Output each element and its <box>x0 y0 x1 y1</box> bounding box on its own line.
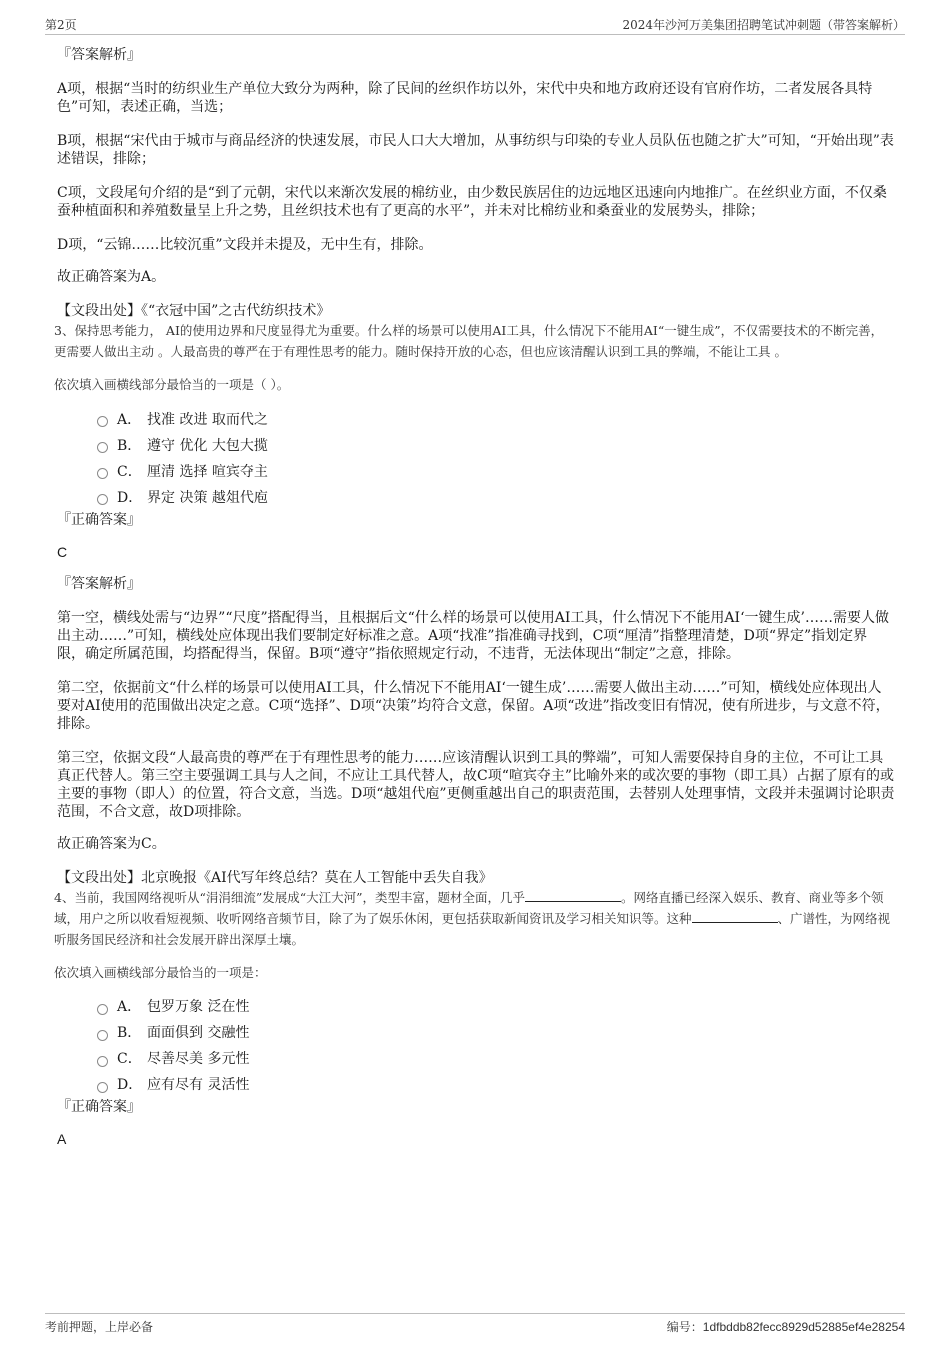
q4-prompt: 依次填入画横线部分最恰当的一项是： <box>54 964 267 980</box>
q3-option-d[interactable]: D． 界定 决策 越俎代庖 <box>97 485 895 511</box>
q4-stem: 4、当前，我国网络视听从“涓涓细流”发展成“大江大河”，类型丰富，题材全面，几乎 。网络直播已经深入娱乐、教育、商业等多个领域，用户之所以收看短视频、收听网络音频节目，除了为了娱乐休闲，更包括获取新闻资讯及学习相关知识等。这种 、广谱性，为网络视听服务国民经济和社会发展开辟出深厚土壤。 <box>54 889 891 947</box>
radio-icon[interactable] <box>97 1056 108 1067</box>
q3-answer: C <box>57 543 68 560</box>
q2-source: 【文段出处】《“衣冠中国”之古代纺织技术》 <box>57 303 331 319</box>
radio-icon[interactable] <box>97 494 108 505</box>
page-footer <box>45 1313 905 1336</box>
radio-icon[interactable] <box>97 1082 108 1093</box>
q3-analysis-p2: 第二空，依据前文“什么样的场景可以使用AI工具，什么情况下不能用AI‘一键生成’……需要人做出主动……”可知，横线处应体现出人要对AI使用的范围做出决定之意。C项“选择”、D项“决策”均符合文意，保留。A项“改进”指改变旧有情况，使有所进步，与文意不符，排除。 <box>57 679 890 732</box>
footer-slogan: 考前押题，上岸必备 <box>45 1320 154 1334</box>
radio-icon[interactable] <box>97 1004 108 1015</box>
q4-answer-heading: 『正确答案』 <box>57 1099 141 1115</box>
q3-analysis-heading: 『答案解析』 <box>57 575 141 592</box>
q3-option-b[interactable]: B． 遵守 优化 大包大揽 <box>97 433 895 459</box>
q4-option-a[interactable]: A． 包罗万象 泛在性 <box>97 994 895 1020</box>
q3-conclusion: 故正确答案为C。 <box>57 835 166 852</box>
q2-analysis-heading: 『答案解析』 <box>57 47 141 63</box>
q2-analysis-b: B项，根据“宋代由于城市与商品经济的快速发展，市民人口大大增加，从事纺织与印染的专业人员队伍也随之扩大”可知，“开始出现”表述错误，排除； <box>57 133 894 167</box>
q3-source: 【文段出处】北京晚报《AI代写年终总结？莫在人工智能中丢失自我》 <box>57 869 493 886</box>
q3-option-a[interactable]: A． 找准 改进 取而代之 <box>97 407 895 433</box>
q4-option-c[interactable]: C． 尽善尽美 多元性 <box>97 1046 895 1072</box>
q3-stem: 3、保持思考能力， AI的使用边界和尺度显得尤为重要。什么样的场景可以使用AI工具，什么情况下不能用AI“一键生成”，不仅需要技术的不断完善，更需要人做出主动 。人最高贵的尊严在于有理性思考的能力。随时保持开放的心态，但也应该清醒认识到工具的弊端，不能让工具 。 <box>54 323 884 359</box>
radio-icon[interactable] <box>97 1030 108 1041</box>
q3-prompt: 依次填入画横线部分最恰当的一项是（ ）。 <box>54 377 290 392</box>
q4-answer: A <box>57 1131 67 1147</box>
q2-analysis-a: A项，根据“当时的纺织业生产单位大致分为两种，除了民间的丝织作坊以外，宋代中央和地方政府还设有官府作坊，二者发展各具特色”可知，表述正确，当选； <box>57 81 873 115</box>
q4-options <box>97 994 895 1098</box>
page-content <box>54 46 895 1162</box>
radio-icon[interactable] <box>97 416 108 427</box>
page-header <box>45 14 905 35</box>
q3-answer-heading: 『正确答案』 <box>57 511 141 528</box>
q4-option-b[interactable]: B． 面面俱到 交融性 <box>97 1020 895 1046</box>
blank-line <box>525 889 621 902</box>
document-id: 编号：1dfbddb82fecc8929d52885ef4e28254 <box>666 1320 905 1334</box>
blank-line <box>692 910 778 923</box>
q3-analysis-p3: 第三空，依据文段“人最高贵的尊严在于有理性思考的能力……应该清醒认识到工具的弊端”，可知人需要保持自身的主位，不可让工具真正代替人。第三空主要强调工具与人之间，不应让工具代替人，故C项“喧宾夺主”比喻外来的或次要的事物（即工具）占据了原有的或主要的事物（即人）的位置，符合文意，当选。D项“越俎代庖”更侧重越出自己的职责范围，去替别人处理事情，文段并未强调讨论职责范围，不合文意，故D项排除。 <box>57 749 895 820</box>
q3-analysis-p1: 第一空，横线处需与“边界”“尺度”搭配得当，且根据后文“什么样的场景可以使用AI工具，什么情况下不能用AI‘一键生成’……需要人做出主动……”可知，横线处应体现出我们要制定好标准之意。A项“找准”指准确寻找到，C项“厘清”指整理清楚，D项“界定”指划定界限，确定所属范围，均搭配得当，保留。B项“遵守”指依照规定行动，不违背，无法体现出“制定”之意，排除。 <box>57 609 889 662</box>
radio-icon[interactable] <box>97 442 108 453</box>
document-title: 2024年沙河万美集团招聘笔试冲刺题（带答案解析） <box>622 18 905 32</box>
q2-analysis-c: C项，文段尾句介绍的是“到了元朝，宋代以来渐次发展的棉纺业，由少数民族居住的边远地区迅速向内地推广。在丝织业方面，不仅桑蚕种植面积和养殖数量呈上升之势，且丝织技术也有了更高的水平”，并未对比棉纺业和桑蚕业的发展势头，排除； <box>57 185 887 219</box>
q2-analysis-d: D项，“云锦……比较沉重”文段并未提及，无中生有，排除。 <box>57 237 433 253</box>
q3-option-c[interactable]: C． 厘清 选择 喧宾夺主 <box>97 459 895 485</box>
radio-icon[interactable] <box>97 468 108 479</box>
q2-conclusion: 故正确答案为A。 <box>57 269 166 285</box>
q4-option-d[interactable]: D． 应有尽有 灵活性 <box>97 1072 895 1098</box>
page-number: 第2页 <box>45 18 77 32</box>
q3-options <box>97 407 895 511</box>
